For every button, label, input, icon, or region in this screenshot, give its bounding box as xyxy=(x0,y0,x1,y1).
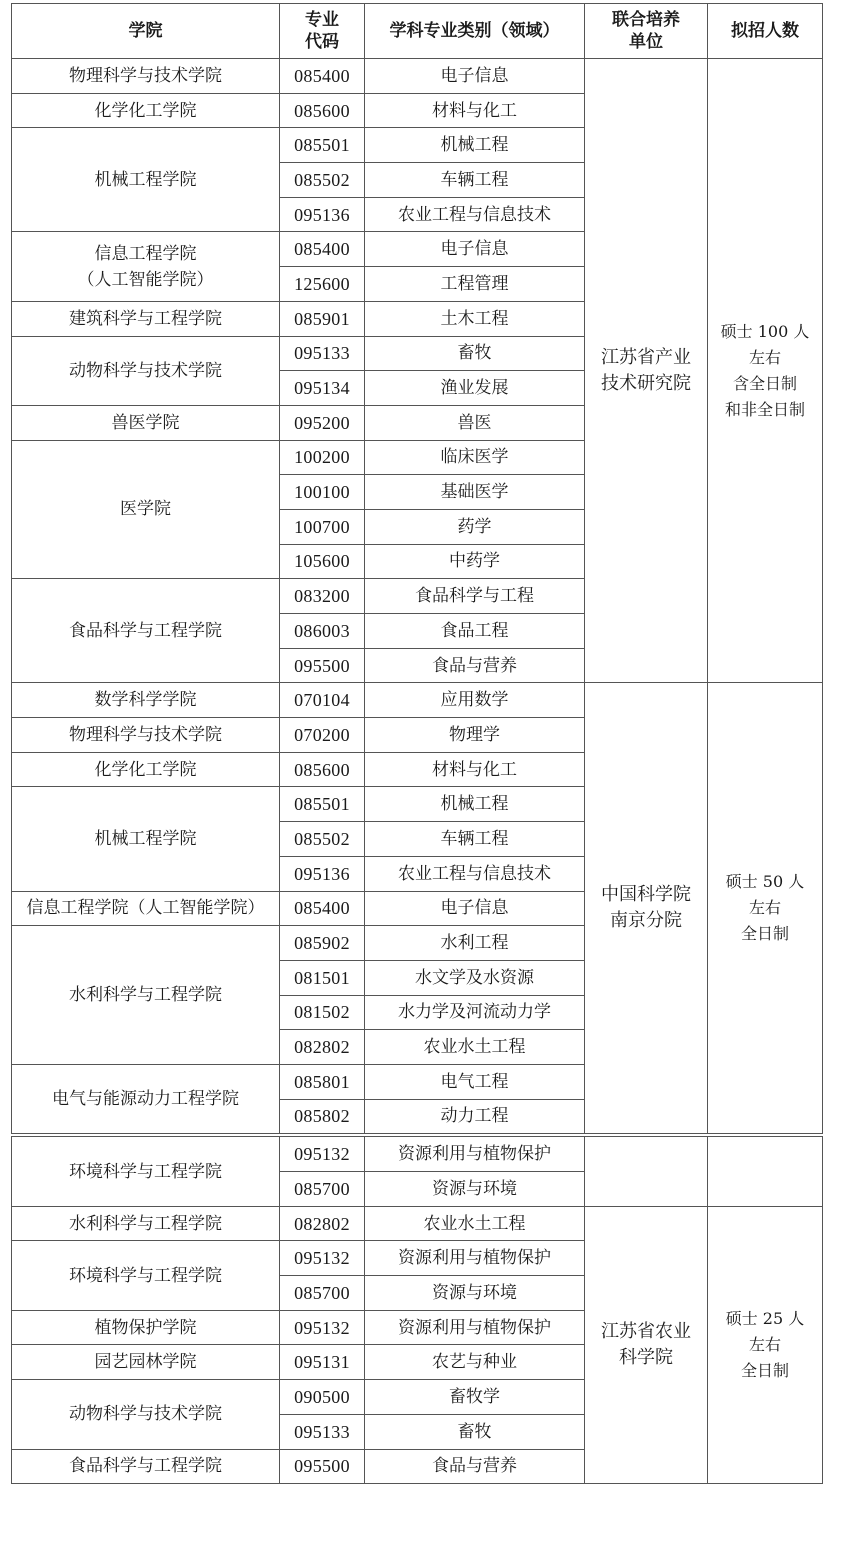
major-code-cell: 085802 xyxy=(280,1099,365,1134)
college-cell: 建筑科学与工程学院 xyxy=(12,301,280,336)
major-name-cell: 资源利用与植物保护 xyxy=(365,1310,585,1345)
major-name-cell: 资源与环境 xyxy=(365,1276,585,1311)
header-quota: 拟招人数 xyxy=(708,4,823,59)
major-code-cell: 105600 xyxy=(280,544,365,579)
college-cell: 动物科学与技术学院 xyxy=(12,336,280,405)
major-name-cell: 动力工程 xyxy=(365,1099,585,1134)
table-row xyxy=(12,1206,823,1241)
header-college: 学院 xyxy=(12,4,280,59)
partner-cell xyxy=(585,1137,708,1206)
college-cell: 化学化工学院 xyxy=(12,752,280,787)
major-code-cell: 082802 xyxy=(280,1030,365,1065)
college-cell: 信息工程学院（人工智能学院） xyxy=(12,891,280,926)
major-code-cell: 085501 xyxy=(280,787,365,822)
college-cell: 食品科学与工程学院 xyxy=(12,1449,280,1484)
header-code: 专业 代码 xyxy=(280,4,365,59)
major-name-cell: 畜牧 xyxy=(365,1414,585,1449)
major-code-cell: 100200 xyxy=(280,440,365,475)
major-name-cell: 资源与环境 xyxy=(365,1172,585,1207)
college-cell: 食品科学与工程学院 xyxy=(12,579,280,683)
major-name-cell: 食品与营养 xyxy=(365,648,585,683)
major-code-cell: 085700 xyxy=(280,1276,365,1311)
college-cell: 机械工程学院 xyxy=(12,128,280,232)
major-name-cell: 机械工程 xyxy=(365,128,585,163)
major-code-cell: 085700 xyxy=(280,1172,365,1207)
major-name-cell: 临床医学 xyxy=(365,440,585,475)
college-cell: 水利科学与工程学院 xyxy=(12,1206,280,1241)
major-name-cell: 基础医学 xyxy=(365,475,585,510)
college-cell: 环境科学与工程学院 xyxy=(12,1241,280,1310)
quota-cell: 硕士 25 人 左右 全日制 xyxy=(708,1206,823,1484)
college-cell: 化学化工学院 xyxy=(12,93,280,128)
major-code-cell: 095500 xyxy=(280,648,365,683)
quota-cell: 硕士 100 人 左右 含全日制 和非全日制 xyxy=(708,59,823,683)
table-row xyxy=(12,683,823,718)
enrollment-table xyxy=(11,3,823,1484)
college-cell: 电气与能源动力工程学院 xyxy=(12,1064,280,1133)
major-name-cell: 电子信息 xyxy=(365,232,585,267)
major-name-cell: 食品工程 xyxy=(365,614,585,649)
major-code-cell: 085400 xyxy=(280,232,365,267)
quota-cell xyxy=(708,1137,823,1206)
major-code-cell: 070104 xyxy=(280,683,365,718)
major-name-cell: 材料与化工 xyxy=(365,752,585,787)
major-code-cell: 095500 xyxy=(280,1449,365,1484)
major-name-cell: 应用数学 xyxy=(365,683,585,718)
major-name-cell: 食品与营养 xyxy=(365,1449,585,1484)
major-name-cell: 畜牧 xyxy=(365,336,585,371)
major-code-cell: 125600 xyxy=(280,267,365,302)
major-name-cell: 渔业发展 xyxy=(365,371,585,406)
table-body xyxy=(12,59,823,1484)
major-name-cell: 土木工程 xyxy=(365,301,585,336)
major-name-cell: 药学 xyxy=(365,509,585,544)
major-code-cell: 085801 xyxy=(280,1064,365,1099)
college-cell: 医学院 xyxy=(12,440,280,579)
college-cell: 动物科学与技术学院 xyxy=(12,1380,280,1449)
major-code-cell: 095131 xyxy=(280,1345,365,1380)
header-category: 学科专业类别（领域） xyxy=(365,4,585,59)
major-name-cell: 机械工程 xyxy=(365,787,585,822)
major-code-cell: 095132 xyxy=(280,1137,365,1172)
major-code-cell: 095132 xyxy=(280,1241,365,1276)
major-code-cell: 081502 xyxy=(280,995,365,1030)
major-name-cell: 农业工程与信息技术 xyxy=(365,856,585,891)
major-code-cell: 085400 xyxy=(280,891,365,926)
major-name-cell: 农业水土工程 xyxy=(365,1030,585,1065)
major-code-cell: 085501 xyxy=(280,128,365,163)
major-code-cell: 095136 xyxy=(280,856,365,891)
major-name-cell: 材料与化工 xyxy=(365,93,585,128)
partner-cell: 中国科学院 南京分院 xyxy=(585,683,708,1134)
major-code-cell: 100100 xyxy=(280,475,365,510)
major-name-cell: 资源利用与植物保护 xyxy=(365,1137,585,1172)
major-code-cell: 070200 xyxy=(280,718,365,753)
major-code-cell: 085502 xyxy=(280,163,365,198)
college-cell: 水利科学与工程学院 xyxy=(12,926,280,1065)
college-cell: 环境科学与工程学院 xyxy=(12,1137,280,1206)
major-name-cell: 工程管理 xyxy=(365,267,585,302)
college-cell: 机械工程学院 xyxy=(12,787,280,891)
major-name-cell: 车辆工程 xyxy=(365,822,585,857)
major-code-cell: 081501 xyxy=(280,960,365,995)
major-name-cell: 电气工程 xyxy=(365,1064,585,1099)
college-cell: 园艺园林学院 xyxy=(12,1345,280,1380)
major-code-cell: 095134 xyxy=(280,371,365,406)
partner-cell: 江苏省农业 科学院 xyxy=(585,1206,708,1484)
major-code-cell: 095133 xyxy=(280,336,365,371)
major-code-cell: 085901 xyxy=(280,301,365,336)
table-row xyxy=(12,59,823,94)
major-code-cell: 095132 xyxy=(280,1310,365,1345)
major-code-cell: 083200 xyxy=(280,579,365,614)
major-code-cell: 090500 xyxy=(280,1380,365,1415)
major-code-cell: 095200 xyxy=(280,405,365,440)
major-name-cell: 食品科学与工程 xyxy=(365,579,585,614)
major-code-cell: 085400 xyxy=(280,59,365,94)
college-cell: 物理科学与技术学院 xyxy=(12,59,280,94)
major-name-cell: 兽医 xyxy=(365,405,585,440)
major-name-cell: 水文学及水资源 xyxy=(365,960,585,995)
major-code-cell: 095133 xyxy=(280,1414,365,1449)
major-code-cell: 100700 xyxy=(280,509,365,544)
major-code-cell: 085600 xyxy=(280,752,365,787)
major-name-cell: 物理学 xyxy=(365,718,585,753)
partner-cell: 江苏省产业 技术研究院 xyxy=(585,59,708,683)
major-name-cell: 农业水土工程 xyxy=(365,1206,585,1241)
major-name-cell: 农业工程与信息技术 xyxy=(365,197,585,232)
table-row xyxy=(12,1137,823,1172)
major-name-cell: 资源利用与植物保护 xyxy=(365,1241,585,1276)
major-name-cell: 畜牧学 xyxy=(365,1380,585,1415)
major-name-cell: 电子信息 xyxy=(365,59,585,94)
major-name-cell: 中药学 xyxy=(365,544,585,579)
quota-cell: 硕士 50 人 左右 全日制 xyxy=(708,683,823,1134)
enrollment-table-container xyxy=(11,3,822,1484)
major-code-cell: 082802 xyxy=(280,1206,365,1241)
major-name-cell: 电子信息 xyxy=(365,891,585,926)
header-partner: 联合培养 单位 xyxy=(585,4,708,59)
college-cell: 兽医学院 xyxy=(12,405,280,440)
major-name-cell: 水利工程 xyxy=(365,926,585,961)
college-cell: 数学科学学院 xyxy=(12,683,280,718)
college-cell: 物理科学与技术学院 xyxy=(12,718,280,753)
major-name-cell: 农艺与种业 xyxy=(365,1345,585,1380)
major-code-cell: 086003 xyxy=(280,614,365,649)
college-cell: 植物保护学院 xyxy=(12,1310,280,1345)
major-code-cell: 085502 xyxy=(280,822,365,857)
college-cell: 信息工程学院 （人工智能学院） xyxy=(12,232,280,301)
major-name-cell: 车辆工程 xyxy=(365,163,585,198)
major-code-cell: 085902 xyxy=(280,926,365,961)
major-code-cell: 095136 xyxy=(280,197,365,232)
major-code-cell: 085600 xyxy=(280,93,365,128)
header-row xyxy=(12,4,823,59)
major-name-cell: 水力学及河流动力学 xyxy=(365,995,585,1030)
